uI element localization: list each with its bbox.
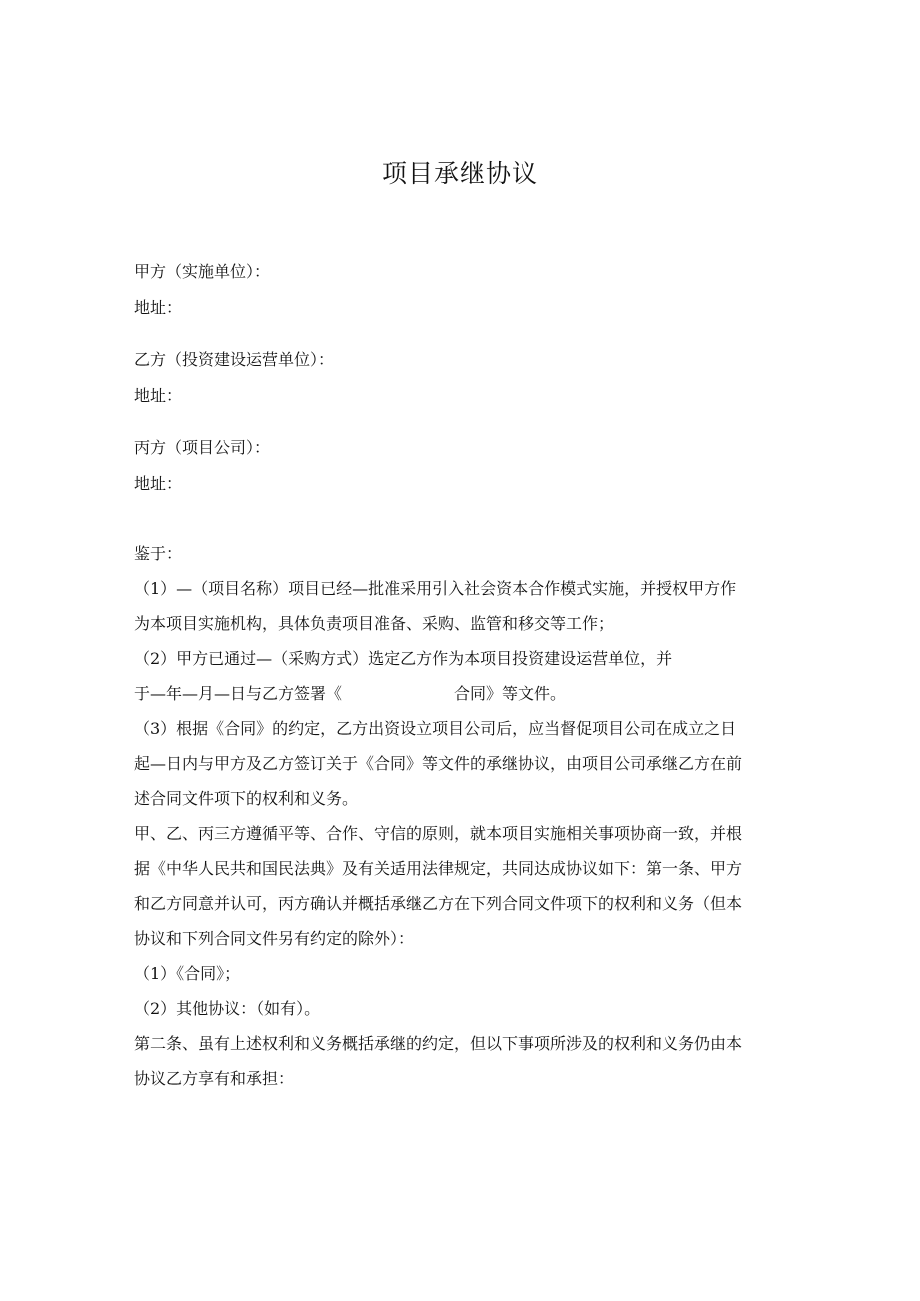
recital-2-line-2: 于—年—月—日与乙方签署《 合同》等文件。 bbox=[134, 684, 567, 703]
party-b-line: 乙方（投资建设运营单位）： bbox=[134, 350, 335, 369]
recital-1-line-1: （1）—（项目名称）项目已经—批准采用引入社会资本合作模式实施，并授权甲方作 bbox=[134, 579, 737, 598]
party-a-line: 甲方（实施单位）： bbox=[134, 262, 271, 281]
recital-2-line-1: （2）甲方已通过—（采购方式）选定乙方作为本项目投资建设运营单位，并 bbox=[134, 649, 673, 668]
document-title: 项目承继协议 bbox=[381, 159, 538, 188]
recital-3-line-2: 起—日内与甲方及乙方签订关于《合同》等文件的承继协议，由项目公司承继乙方在前 bbox=[134, 754, 743, 773]
party-a-address: 地址： bbox=[134, 298, 183, 317]
contract-item-1: （1）《合同》； bbox=[134, 964, 241, 983]
whereas-heading: 鉴于： bbox=[134, 544, 183, 563]
recital-3-line-3: 述合同文件项下的权利和义务。 bbox=[134, 789, 359, 808]
recital-3-line-1: （3）根据《合同》的约定，乙方出资设立项目公司后，应当督促项目公司在成立之日 bbox=[134, 719, 737, 738]
contract-item-2: （2）其他协议：（如有）。 bbox=[134, 999, 321, 1018]
agreement-para-line-1: 甲、乙、丙三方遵循平等、合作、守信的原则，就本项目实施相关事项协商一致，并根 bbox=[134, 824, 743, 843]
recital-1-line-2: 为本项目实施机构，具体负责项目准备、采购、监管和移交等工作； bbox=[134, 614, 615, 633]
agreement-para-line-3: 和乙方同意并认可，丙方确认并概括承继乙方在下列合同文件项下的权利和义务（但本 bbox=[134, 894, 743, 913]
agreement-para-line-2: 据《中华人民共和国民法典》及有关适用法律规定，共同达成协议如下：第一条、甲方 bbox=[134, 859, 743, 878]
party-c-address: 地址： bbox=[134, 474, 183, 493]
party-c-line: 丙方（项目公司）： bbox=[134, 438, 271, 457]
article-2-line-1: 第二条、虽有上述权利和义务概括承继的约定，但以下事项所涉及的权利和义务仍由本 bbox=[134, 1034, 743, 1053]
agreement-para-line-4: 协议和下列合同文件另有约定的除外）： bbox=[134, 929, 415, 948]
article-2-line-2: 协议乙方享有和承担： bbox=[134, 1069, 295, 1088]
party-b-address: 地址： bbox=[134, 386, 183, 405]
